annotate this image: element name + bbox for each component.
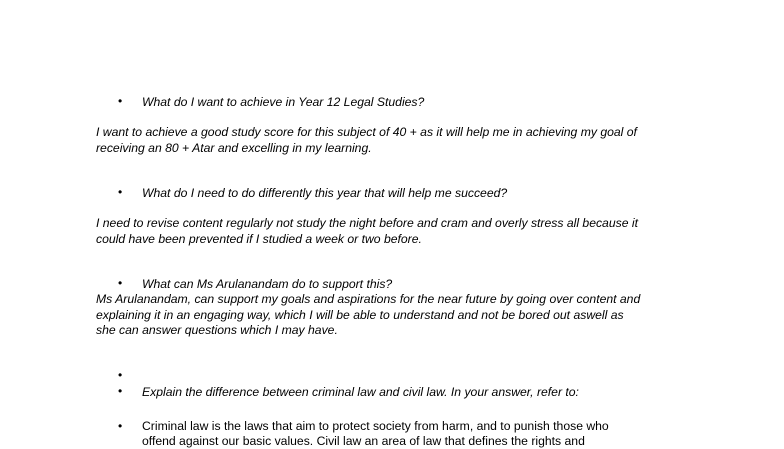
question-4: Explain the difference between criminal law and civil law. In your answer, refer to: bbox=[142, 385, 579, 399]
question-3: What can Ms Arulanandam do to support this? bbox=[142, 277, 393, 291]
bullet-1: • bbox=[118, 94, 123, 108]
bullet-5: • bbox=[118, 419, 123, 433]
question-1: What do I want to achieve in Year 12 Legal Studies? bbox=[142, 95, 425, 109]
bullet-4: • bbox=[118, 384, 123, 398]
bullet-2: • bbox=[118, 185, 123, 199]
answer-3-line-3: she can answer questions which I may have. bbox=[96, 323, 338, 337]
answer-4-line-1: Criminal law is the laws that aim to protect society from harm, and to punish those who bbox=[142, 419, 609, 433]
answer-3-line-2: explaining it in an engaging way, which I will be able to understand and not be bored out aswell as bbox=[96, 308, 624, 322]
answer-2-line-1: I need to revise content regularly not study the night before and cram and overly stress all because it bbox=[96, 216, 638, 230]
answer-2-line-2: could have been prevented if I studied a week or two before. bbox=[96, 232, 422, 246]
bullet-empty: • bbox=[118, 368, 123, 382]
question-2: What do I need to do differently this year that will help me succeed? bbox=[142, 186, 508, 200]
answer-1-line-1: I want to achieve a good study score for this subject of 40 + as it will help me in achieving my goal of bbox=[96, 125, 637, 139]
bullet-3: • bbox=[118, 276, 123, 290]
answer-4-line-2: offend against our basic values. Civil law an area of law that defines the rights and bbox=[142, 434, 585, 448]
answer-1-line-2: receiving an 80 + Atar and excelling in my learning. bbox=[96, 141, 372, 155]
answer-3-line-1: Ms Arulanandam, can support my goals and aspirations for the near future by going over content and bbox=[96, 292, 641, 306]
